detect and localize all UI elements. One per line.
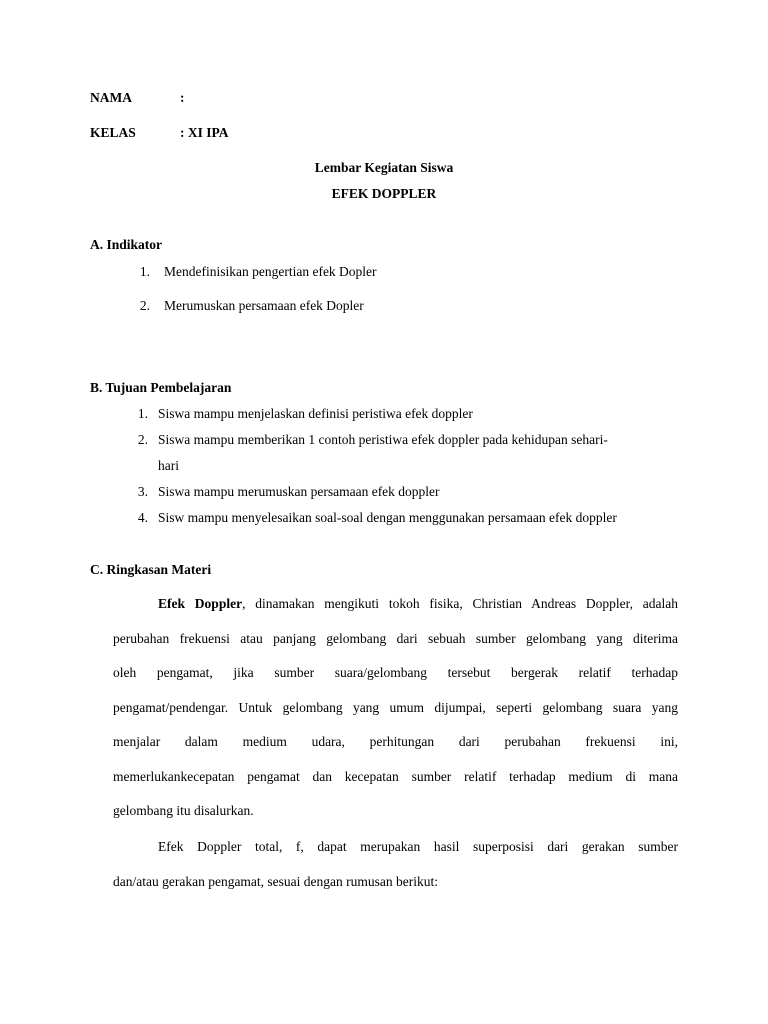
topic-title: EFEK DOPPLER	[331, 186, 437, 201]
list-number: 1.	[137, 406, 148, 421]
section-c-heading: C. Ringkasan Materi	[90, 562, 212, 577]
list-number: 4.	[137, 510, 148, 525]
kelas-value: : XI IPA	[180, 125, 229, 140]
paragraph-line: memerlukankecepatan pengamat dan kecepatan sumber relatif terhadap medium di mana	[113, 768, 678, 784]
paragraph-line: oleh pengamat, jika sumber suara/gelombang tersebut bergerak relatif terhadap	[113, 665, 678, 680]
nama-separator: :	[180, 90, 185, 105]
worksheet-title: Lembar Kegiatan Siswa	[314, 160, 454, 175]
list-number: 3.	[137, 484, 148, 499]
paragraph-line: menjalar dalam medium udara, perhitungan dari perubahan frekuensi ini,	[113, 734, 678, 749]
list-item: Siswa mampu memberikan 1 contoh peristiwa efek doppler pada kehidupan sehari-	[158, 432, 608, 447]
paragraph-line: pengamat/pendengar. Untuk gelombang yang umum dijumpai, seperti gelombang suara yang	[113, 699, 678, 715]
paragraph-efek-doppler	[113, 587, 678, 829]
bold-term: Efek Doppler	[158, 596, 243, 611]
paragraph-line: Efek Doppler total, f, dapat merupakan hasil superposisi dari gerakan sumber	[158, 839, 678, 854]
list-item: Sisw mampu menyelesaikan soal-soal dengan menggunakan persamaan efek doppler	[158, 510, 617, 525]
paragraph-line: perubahan frekuensi atau panjang gelombang dari sebuah sumber gelombang yang diterima	[113, 630, 678, 646]
list-item: Siswa mampu merumuskan persamaan efek doppler	[158, 484, 440, 499]
section-b-heading: B. Tujuan Pembelajaran	[90, 380, 232, 395]
list-number: 2.	[137, 432, 148, 447]
paragraph-line: gelombang itu disalurkan.	[113, 803, 254, 818]
paragraph-line: Efek Doppler, dinamakan mengikuti tokoh fisika, Christian Andreas Doppler, adalah	[158, 596, 679, 611]
list-item: Merumuskan persamaan efek Dopler	[164, 298, 364, 313]
kelas-label: KELAS	[90, 125, 136, 140]
section-a-heading: A. Indikator	[90, 237, 163, 252]
nama-label: NAMA	[90, 90, 132, 105]
list-item: Mendefinisikan pengertian efek Dopler	[164, 264, 377, 279]
list-number: 1.	[139, 264, 150, 279]
paragraph-doppler-total	[113, 830, 678, 899]
list-item-continuation: hari	[158, 458, 179, 473]
paragraph-line: dan/atau gerakan pengamat, sesuai dengan rumusan berikut:	[113, 873, 439, 889]
list-number: 2.	[139, 298, 150, 313]
list-item: Siswa mampu menjelaskan definisi peristiwa efek doppler	[158, 406, 473, 421]
